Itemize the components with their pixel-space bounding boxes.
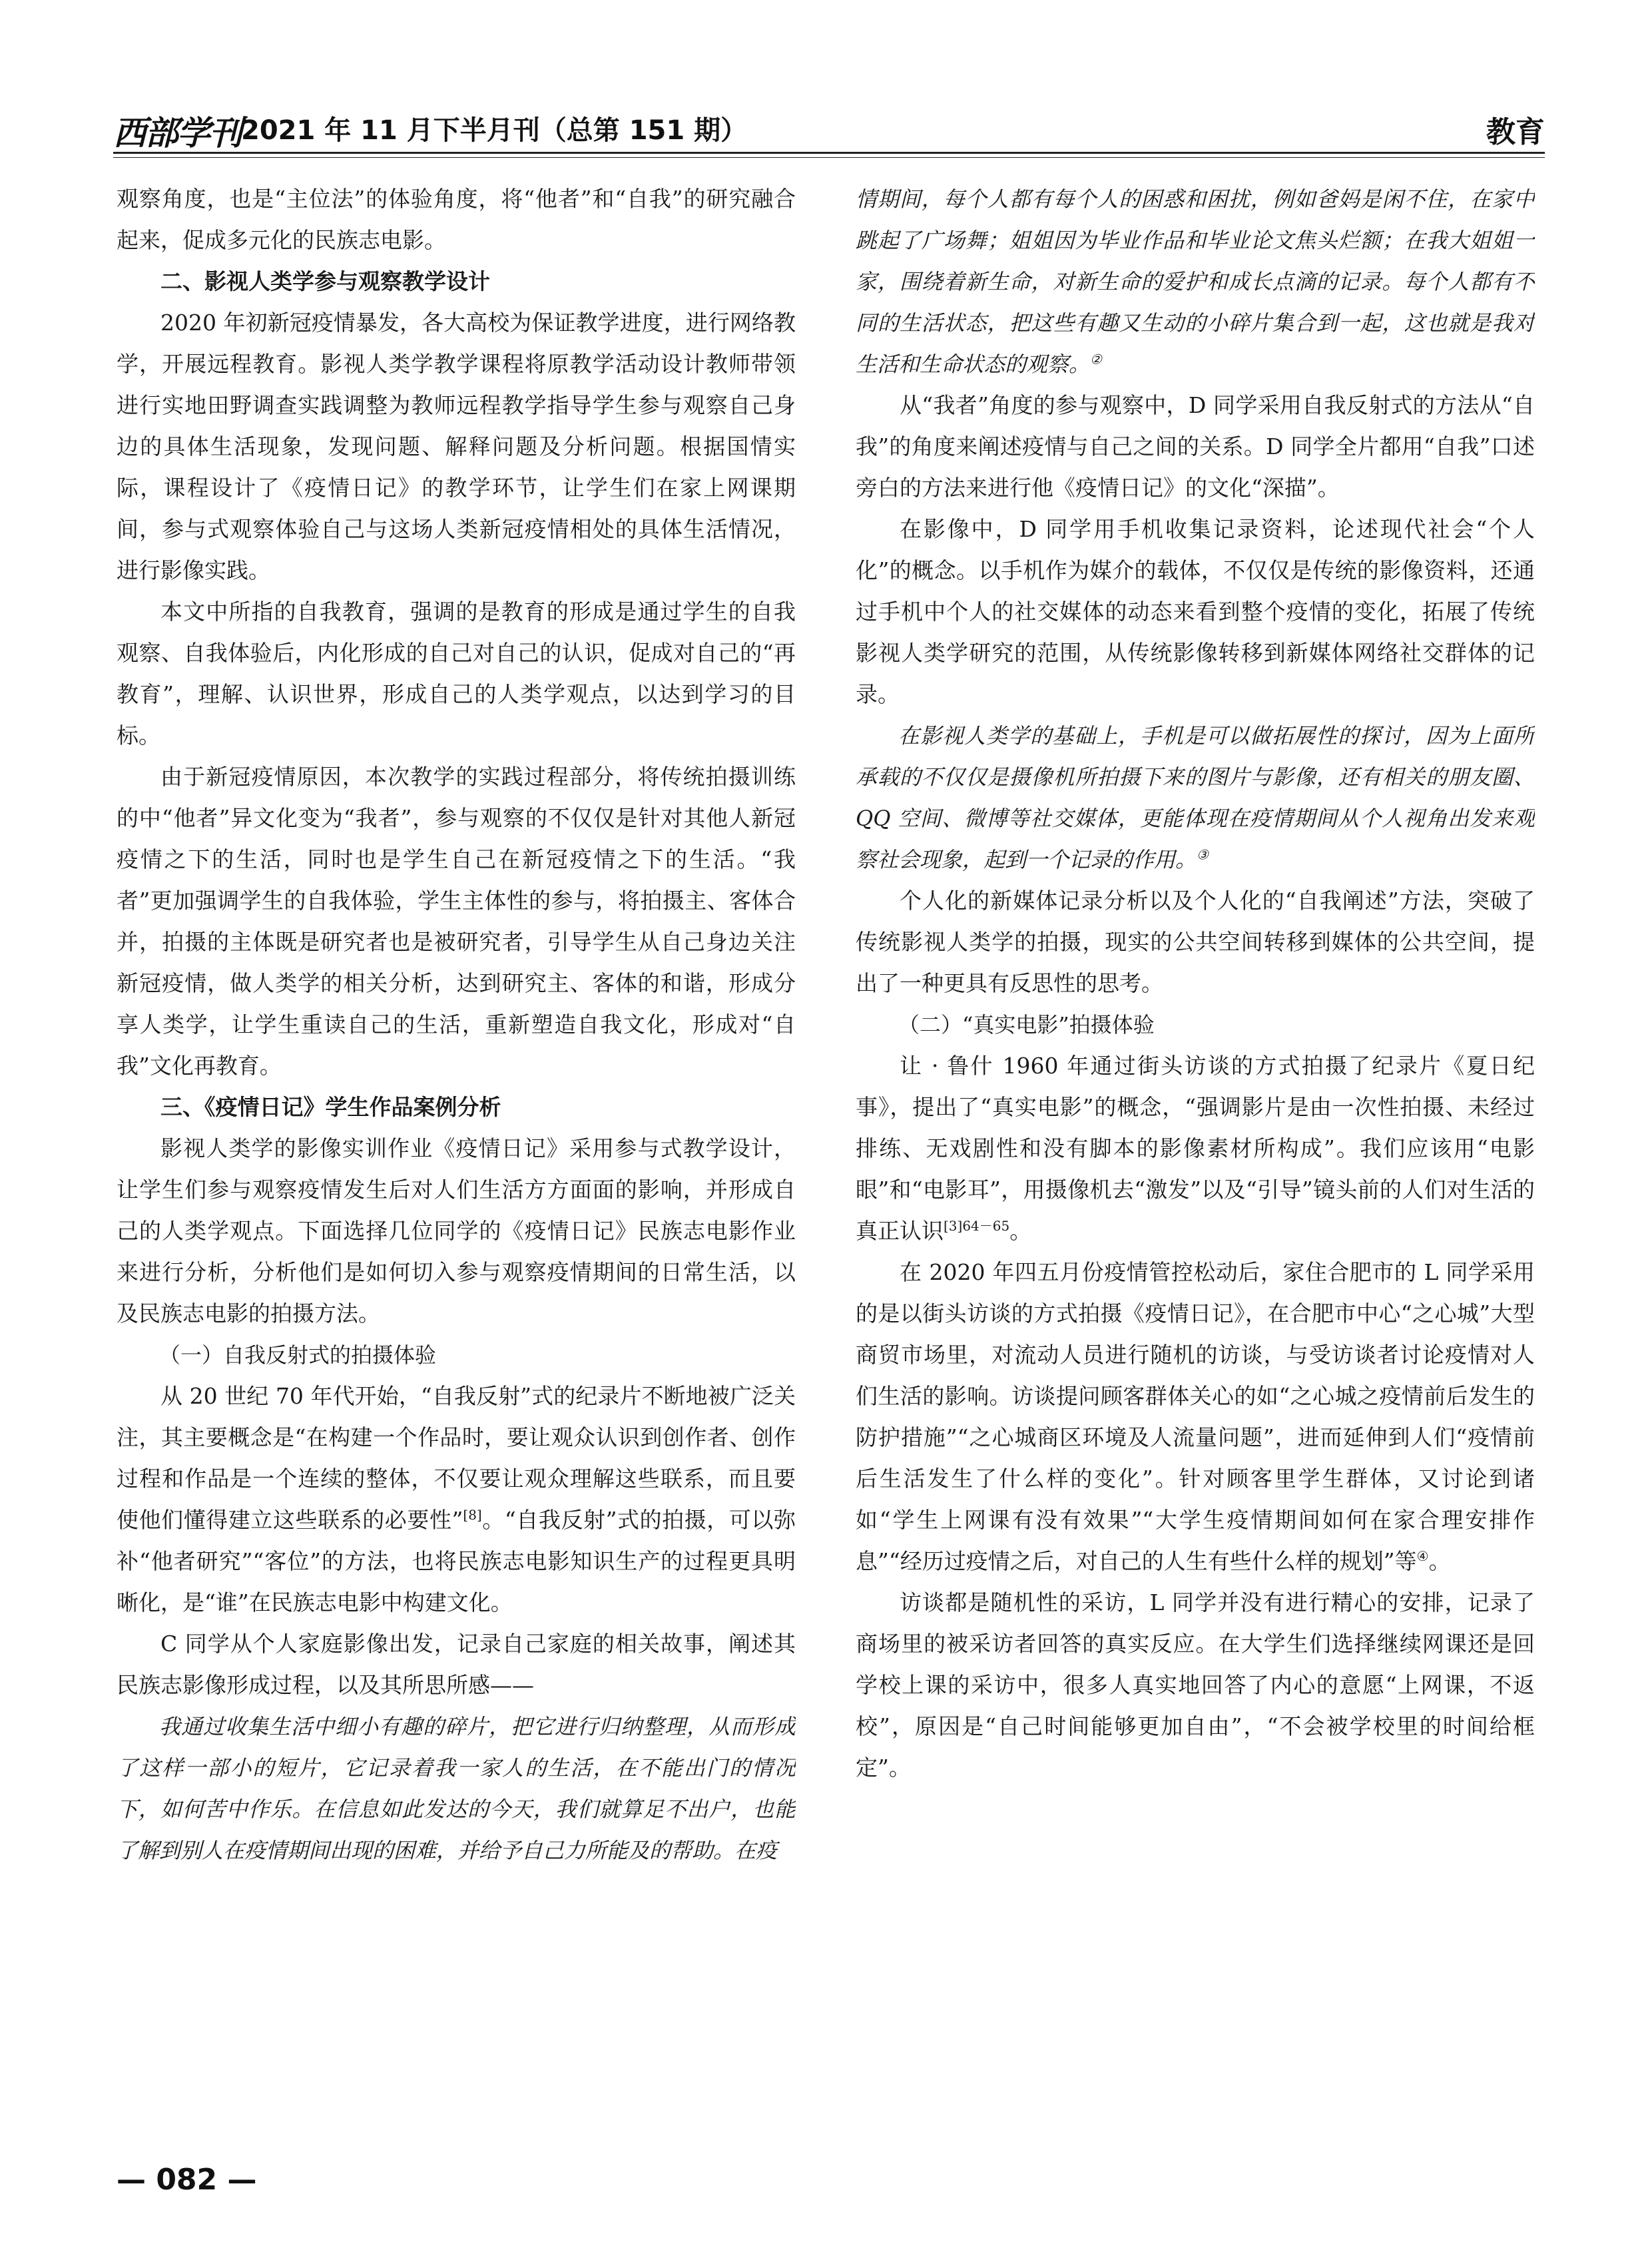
- paragraph-text: 。“自我反射”式的拍摄，可以弥补“他者研究”“客位”的方法，也将民族志电影知识生产的过程更具明晰化，是“谁”在民族志电影中构建文化。: [117, 1507, 796, 1615]
- paragraph-text: 从 20 世纪 70 年代开始，“自我反射”式的纪录片不断地被广泛关注，其主要概念是“在构建一个作品时，要让观众认识到创作者、创作过程和作品是一个连续的整体，不仅要让观众理解这些联系，而且要使他们懂得建立这些联系的必要性”: [117, 1383, 796, 1533]
- block-quote: [856, 715, 1535, 880]
- page-header: [113, 105, 1545, 152]
- paragraph: 影视人类学的影像实训作业《疫情日记》采用参与式教学设计，让学生们参与观察疫情发生后对人们生活方方面面的影响，并形成自己的人类学观点。下面选择几位同学的《疫情日记》民族志电影作业来进行分析，分析他们是如何切入参与观察疫情期间的日常生活，以及民族志电影的拍摄方法。: [117, 1135, 796, 1326]
- quote-text: 情期间，每个人都有每个人的困惑和困扰，例如爸妈是闲不住，在家中跳起了广场舞；姐姐因为毕业作品和毕业论文焦头烂额；在我大姐姐一家，围绕着新生命，对新生命的爱护和成长点滴的记录。每个人都有不同的生活状态，把这些有趣又生动的小碎片集合到一起，这也就是我对生活和生命状态的观察。: [856, 186, 1535, 377]
- paragraph-text: 在 2020 年四五月份疫情管控松动后，家住合肥市的 L 同学采用的是以街头访谈的方式拍摄《疫情日记》，在合肥市中心“之心城”大型商贸市场里，对流动人员进行随机的访谈，与受访谈者讨论疫情对人们生活的影响。访谈提问顾客群体关心的如“之心城之疫情前后发生的防护措施”“之心城商区环境及人流量问题”，进而延伸到人们“疫情前后生活发生了什么样的变化”。针对顾客里学生群体，又讨论到诸如“学生上网课有没有效果”“大学生疫情期间如何在家合理安排作息”“经历过疫情之后，对自己的人生有些什么样的规划”等: [856, 1259, 1535, 1574]
- paragraph: [856, 1045, 1535, 1252]
- header-rule: [113, 152, 1545, 154]
- section-heading: 二、影视人类学参与观察教学设计: [160, 268, 490, 294]
- block-quote: [856, 178, 1535, 385]
- footnote-ref: ②: [1090, 351, 1102, 368]
- paragraph: 由于新冠疫情原因，本次教学的实践过程部分，将传统拍摄训练的中“他者”异文化变为“我者”，参与观察的不仅仅是针对其他人新冠疫情之下的生活，同时也是学生自己在新冠疫情之下的生活。“我者”更加强调学生的自我体验，学生主体性的参与，将拍摄主、客体合并，拍摄的主体既是研究者也是被研究者，引导学生从自己身边关注新冠疫情，做人类学的相关分析，达到研究主、客体的和谐，形成分享人类学，让学生重读自己的生活，重新塑造自我文化，形成对“自我”文化再教育。: [117, 764, 796, 1079]
- issue-info: 2021 年 11 月下半月刊（总第 151 期）: [241, 115, 748, 146]
- paragraph: 在影像中，D 同学用手机收集记录资料，论述现代社会“个人化”的概念。以手机作为媒介的载体，不仅仅是传统的影像资料，还通过手机中个人的社交媒体的动态来看到整个疫情的变化，拓展了传统影视人类学研究的范围，从传统影像转移到新媒体网络社交群体的记录。: [856, 516, 1535, 707]
- paragraph-text: 。: [1428, 1548, 1451, 1574]
- paragraph: [856, 1252, 1535, 1582]
- header-rule-thin: [113, 157, 1545, 158]
- paragraph: 个人化的新媒体记录分析以及个人化的“自我阐述”方法，突破了传统影视人类学的拍摄，现实的公共空间转移到媒体的公共空间，提出了一种更具有反思性的思考。: [856, 888, 1535, 996]
- paragraph-text: 。: [1009, 1218, 1032, 1244]
- left-column: [117, 178, 796, 2129]
- paragraph: 观察角度，也是“主位法”的体验角度，将“他者”和“自我”的研究融合起来，促成多元化的民族志电影。: [117, 186, 796, 253]
- paragraph: [117, 1376, 796, 1623]
- section-label: 教育: [1486, 115, 1545, 149]
- paragraph: C 同学从个人家庭影像出发，记录自己家庭的相关故事，阐述其民族志影像形成过程，以及其所思所感——: [117, 1631, 796, 1698]
- right-column: [856, 178, 1535, 2129]
- paragraph: 本文中所指的自我教育，强调的是教育的形成是通过学生的自我观察、自我体验后，内化形成的自己对自己的认识，促成对自己的“再教育”，理解、认识世界，形成自己的人类学观点，以达到学习的目标。: [117, 599, 796, 748]
- quote-text: 在影视人类学的基础上，手机是可以做拓展性的探讨，因为上面所承载的不仅仅是摄像机所拍摄下来的图片与影像，还有相关的朋友圈、QQ 空间、微博等社交媒体，更能体现在疫情期间从个人视角出发来观察社会现象，起到一个记录的作用。: [856, 723, 1535, 872]
- page-number: — 082 —: [117, 2163, 257, 2197]
- paragraph: 从“我者”角度的参与观察中，D 同学采用自我反射式的方法从“自我”的角度来阐述疫情与自己之间的关系。D 同学全片都用“自我”口述旁白的方法来进行他《疫情日记》的文化“深描”。: [856, 392, 1535, 501]
- journal-logo: 西部学刊: [113, 113, 241, 152]
- footnote-ref: ③: [1197, 846, 1209, 863]
- citation-ref: [3]64－65: [944, 1218, 1010, 1234]
- paragraph: 2020 年初新冠疫情暴发，各大高校为保证教学进度，进行网络教学，开展远程教育。影视人类学教学课程将原教学活动设计教师带领进行实地田野调查实践调整为教师远程教学指导学生参与观察自己身边的具体生活现象，发现问题、解释问题及分析问题。根据国情实际，课程设计了《疫情日记》的教学环节，让学生们在家上网课期间，参与式观察体验自己与这场人类新冠疫情相处的具体生活情况，进行影像实践。: [117, 310, 796, 583]
- subsection-heading: （二）“真实电影”拍摄体验: [898, 1012, 1155, 1037]
- section-heading: 三、《疫情日记》学生作品案例分析: [160, 1094, 501, 1120]
- paragraph-text: 让 · 鲁什 1960 年通过街头访谈的方式拍摄了纪录片《夏日纪事》，提出了“真实电影”的概念，“强调影片是由一次性拍摄、未经过排练、无戏剧性和没有脚本的影像素材所构成”。我们应该用“电影眼”和“电影耳”，用摄像机去“激发”以及“引导”镜头前的人们对生活的真正认识: [856, 1053, 1535, 1244]
- block-quote: 我通过收集生活中细小有趣的碎片，把它进行归纳整理，从而形成了这样一部小的短片，它记录着我一家人的生活，在不能出门的情况下，如何苦中作乐。在信息如此发达的今天，我们就算足不出户，也能了解到别人在疫情期间出现的困难，并给予自己力所能及的帮助。在疫: [117, 1714, 796, 1863]
- citation-ref: [8]: [463, 1507, 482, 1523]
- subsection-heading: （一）自我反射式的拍摄体验: [159, 1342, 437, 1368]
- paragraph: 访谈都是随机性的采访，L 同学并没有进行精心的安排，记录了商场里的被采访者回答的真实反应。在大学生们选择继续网课还是回学校上课的采访中，很多人真实地回答了内心的意愿“上网课，不返校”，原因是“自己时间能够更加自由”，“不会被学校里的时间给框定”。: [856, 1589, 1535, 1781]
- footnote-ref: ④: [1416, 1548, 1429, 1564]
